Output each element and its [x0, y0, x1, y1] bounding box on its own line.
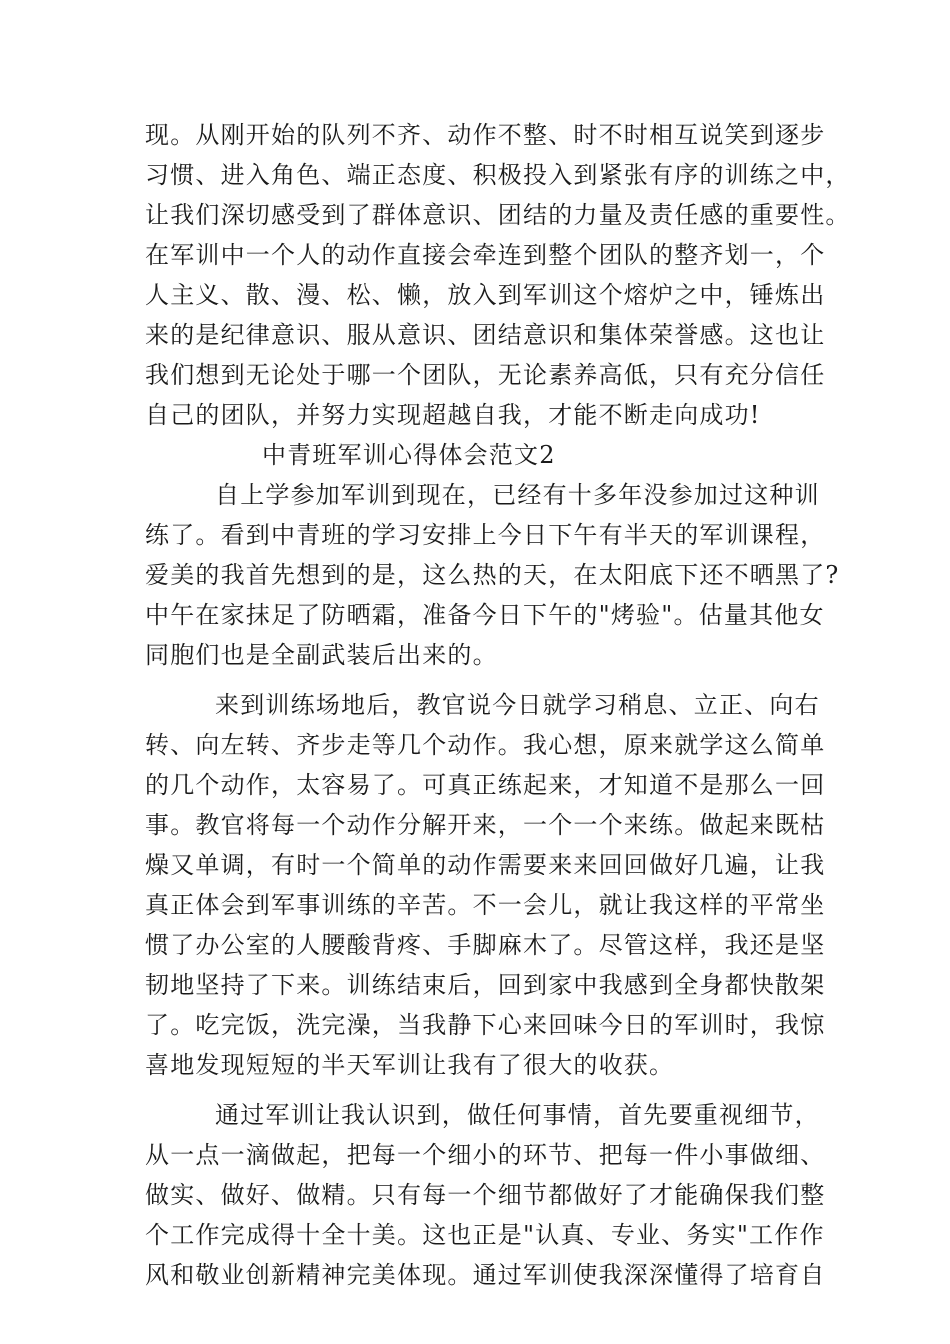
paragraph-line: 做实、做好、做精。只有每一个细节都做好了才能确保我们整 [145, 1181, 826, 1209]
paragraph-line: 事。教官将每一个动作分解开来，一个一个来练。做起来既枯 [145, 811, 826, 839]
paragraph-line: 韧地坚持了下来。训练结束后，回到家中我感到全身都快散架 [145, 971, 826, 999]
paragraph-line: 风和敬业创新精神完美体现。通过军训使我深深懂得了培育自 [145, 1261, 826, 1289]
paragraph-line: 燥又单调，有时一个简单的动作需要来来回回做好几遍，让我 [145, 851, 826, 879]
paragraph-line: 同胞们也是全副武装后出来的。 [145, 641, 498, 669]
paragraph-line: 喜地发现短短的半天军训让我有了很大的收获。 [145, 1051, 675, 1079]
paragraph-line: 自己的团队，并努力实现超越自我，才能不断走向成功! [145, 401, 761, 429]
paragraph-line: 真正体会到军事训练的辛苦。不一会儿，就让我这样的平常坐 [145, 891, 826, 919]
section-heading: 中青班军训心得体会范文2 [262, 441, 556, 469]
paragraph-line: 自上学参加军训到现在，已经有十多年没参加过这种训 [215, 481, 820, 509]
paragraph-line: 练了。看到中青班的学习安排上今日下午有半天的军训课程， [145, 521, 826, 549]
paragraph-line: 让我们深切感受到了群体意识、团结的力量及责任感的重要性。 [145, 201, 851, 229]
paragraph-line: 习惯、进入角色、端正态度、积极投入到紧张有序的训练之中， [145, 161, 851, 189]
paragraph-line: 我们想到无论处于哪一个团队，无论素养高低，只有充分信任 [145, 361, 826, 389]
paragraph-line: 来到训练场地后，教官说今日就学习稍息、立正、向右 [215, 691, 820, 719]
paragraph-line: 来的是纪律意识、服从意识、团结意识和集体荣誉感。这也让 [145, 321, 826, 349]
paragraph-line: 在军训中一个人的动作直接会牵连到整个团队的整齐划一，个 [145, 241, 826, 269]
paragraph-line: 人主义、散、漫、松、懒，放入到军训这个熔炉之中，锤炼出 [145, 281, 826, 309]
paragraph-line: 转、向左转、齐步走等几个动作。我心想，原来就学这么简单 [145, 731, 826, 759]
paragraph-line: 惯了办公室的人腰酸背疼、手脚麻木了。尽管这样，我还是坚 [145, 931, 826, 959]
paragraph-line: 的几个动作，太容易了。可真正练起来，才知道不是那么一回 [145, 771, 826, 799]
paragraph-line: 爱美的我首先想到的是，这么热的天，在太阳底下还不晒黑了? [145, 561, 840, 589]
paragraph-line: 中午在家抹足了防晒霜，准备今日下午的"烤验"。估量其他女 [145, 601, 825, 629]
paragraph-line: 通过军训让我认识到，做任何事情，首先要重视细节， [215, 1101, 820, 1129]
paragraph-line: 了。吃完饭，洗完澡，当我静下心来回味今日的军训时，我惊 [145, 1011, 826, 1039]
paragraph-line: 个工作完成得十全十美。这也正是"认真、专业、务实"工作作 [145, 1221, 825, 1249]
paragraph-line: 现。从刚开始的队列不齐、动作不整、时不时相互说笑到逐步 [145, 121, 826, 149]
paragraph-line: 从一点一滴做起，把每一个细小的环节、把每一件小事做细、 [145, 1141, 826, 1169]
